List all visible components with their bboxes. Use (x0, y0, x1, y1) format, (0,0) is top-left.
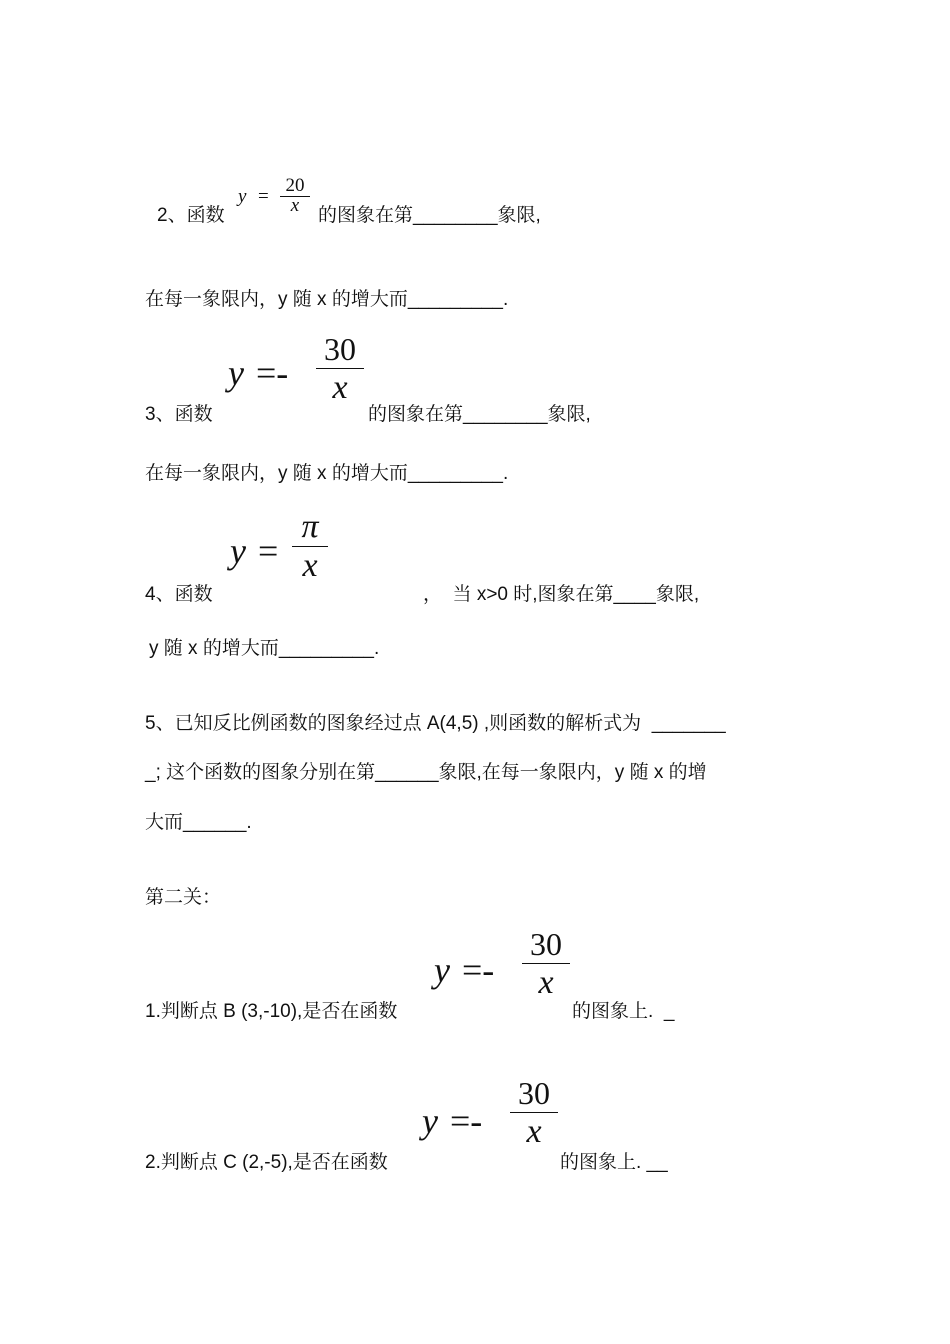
section2-title: 第二关： (145, 887, 222, 908)
p2-eq-fraction (510, 1074, 558, 1151)
q4-line2: y 随 x 的增大而_________. (149, 638, 380, 659)
p2-eq-numerator: 30 (518, 1075, 550, 1111)
q2-eq-fraction (280, 176, 310, 215)
q5-line3: 大而______. (145, 812, 252, 833)
q4-eq-denominator: x (302, 547, 318, 584)
p1-eq-denominator: x (538, 964, 554, 1001)
p1-equation (434, 925, 574, 1015)
q4-eq-numerator: π (301, 508, 319, 545)
p1-suffix: 的图象上. _ (572, 1001, 675, 1022)
q4-equation (230, 508, 340, 600)
p1-eq-fraction (522, 925, 570, 1002)
q2-suffix: 的图象在第________象限, (318, 205, 541, 226)
q3-suffix: 的图象在第________象限, (368, 404, 591, 425)
q4-eq-fraction (292, 508, 328, 585)
q3-eq-denominator: x (332, 369, 348, 406)
q3-eq-fraction (316, 330, 364, 407)
q3-eq-y: y (228, 353, 244, 393)
q3-eq-op: =- (256, 353, 289, 393)
q2-eq-op: = (258, 186, 269, 207)
q4-suffix: ， 当 x>0 时,图象在第____象限, (423, 584, 700, 605)
q2-line2: 在每一象限内，y 随 x 的增大而_________. (145, 289, 509, 310)
q5-line1: 5、已知反比例函数的图象经过点 A(4,5) ,则函数的解析式为 _______ (145, 713, 726, 734)
q2-eq-denominator: x (290, 195, 300, 216)
q4-eq-y: y (230, 531, 246, 571)
p1-eq-op: =- (462, 950, 495, 990)
q4-prefix: 4、函数 (145, 584, 213, 605)
p2-eq-denominator: x (526, 1113, 542, 1150)
q3-equation (228, 330, 368, 420)
q2-equation (238, 176, 318, 226)
q4-eq-op: = (258, 531, 279, 571)
q3-prefix: 3、函数 (145, 404, 213, 425)
q5-line2: _; 这个函数的图象分别在第______象限,在每一象限内，y 随 x 的增 (145, 762, 707, 783)
p2-suffix: 的图象上. __ (560, 1152, 668, 1173)
p2-text: 2.判断点 C (2,-5),是否在函数 (145, 1152, 388, 1173)
p1-text: 1.判断点 B (3,-10),是否在函数 (145, 1001, 398, 1022)
q3-line2: 在每一象限内，y 随 x 的增大而_________. (145, 463, 509, 484)
q2-prefix: 2、函数 (157, 205, 225, 226)
p1-eq-y: y (434, 950, 450, 990)
p2-eq-op: =- (450, 1101, 483, 1141)
p1-eq-numerator: 30 (530, 926, 562, 962)
q2-eq-numerator: 20 (285, 175, 305, 196)
q3-eq-numerator: 30 (324, 331, 356, 367)
q2-eq-y: y (238, 186, 247, 207)
p2-equation (422, 1074, 562, 1166)
p2-eq-y: y (422, 1101, 438, 1141)
